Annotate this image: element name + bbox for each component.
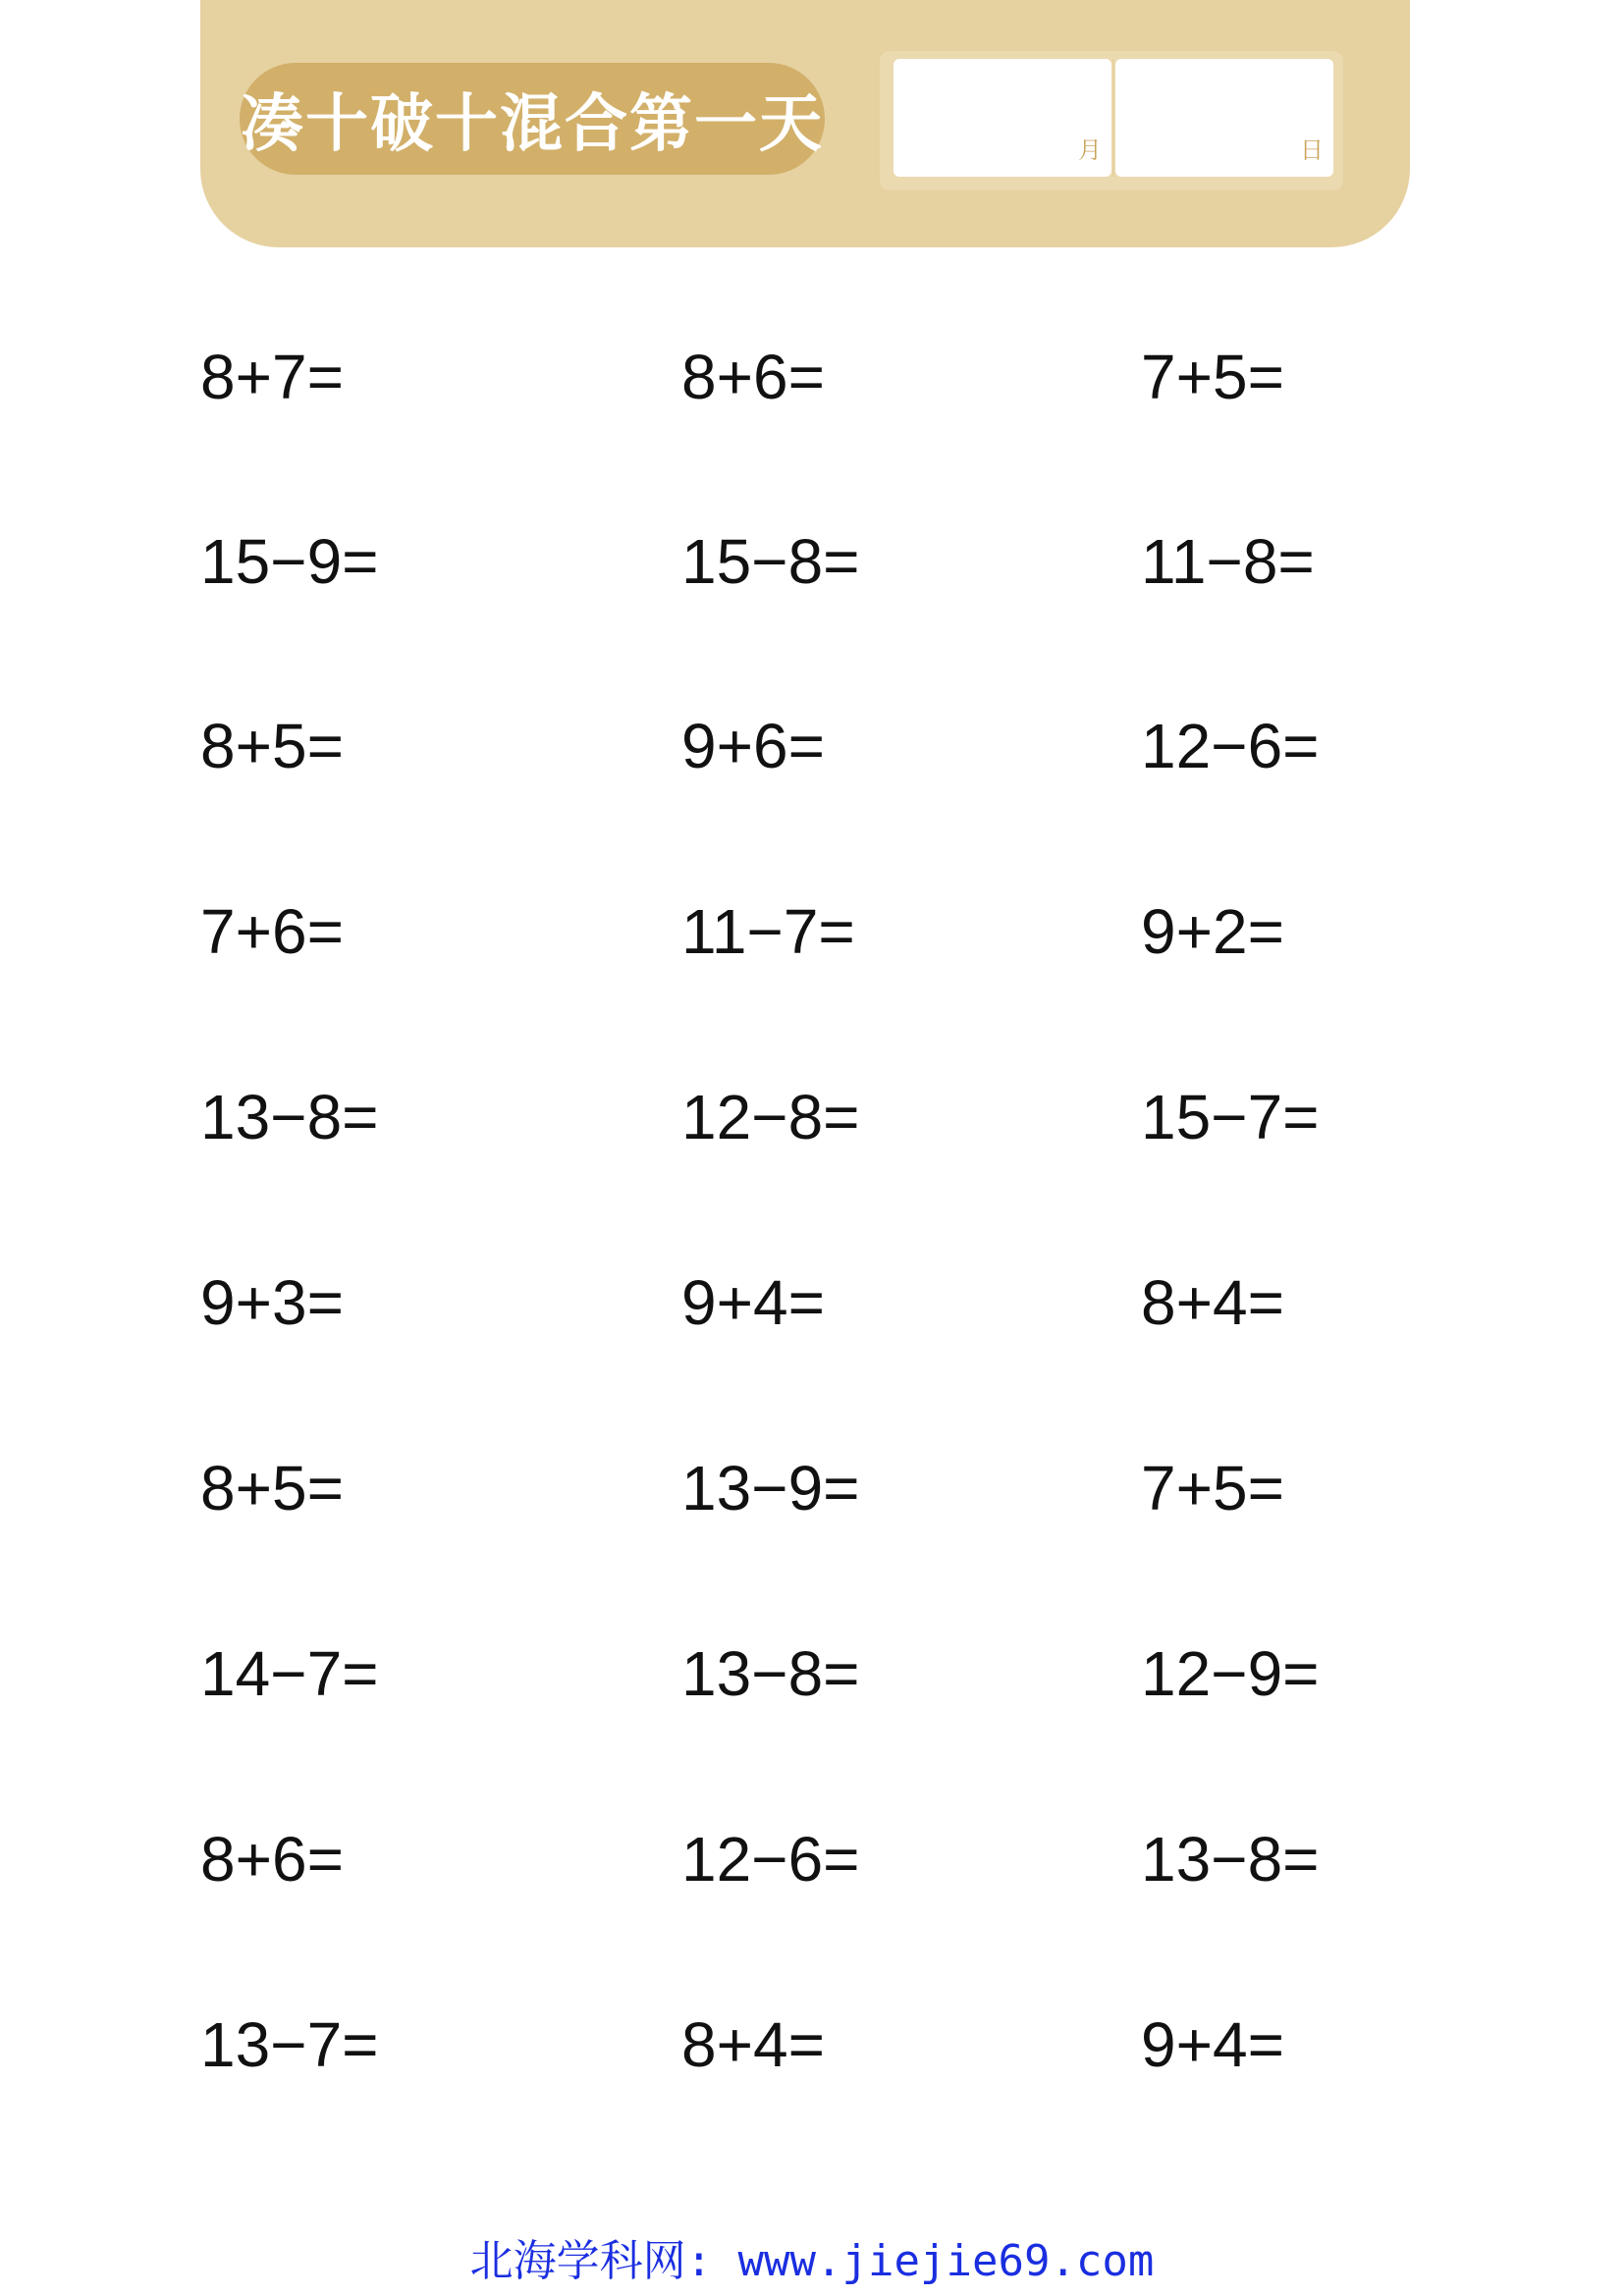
problem: 15−9= [200, 526, 379, 597]
problem: 13−8= [200, 1082, 379, 1152]
problem: 12−6= [681, 1824, 860, 1895]
problem: 12−9= [1141, 1638, 1320, 1709]
problem: 13−9= [681, 1453, 860, 1523]
problem: 8+5= [200, 711, 344, 781]
footer-watermark-text: 北海学科网: www.jiejie69.com [469, 2236, 1155, 2286]
problem: 12−6= [1141, 711, 1320, 781]
day-label: 日 [1300, 136, 1324, 164]
problem: 9+4= [681, 1267, 825, 1338]
problem: 15−8= [681, 526, 860, 597]
problem: 8+4= [681, 2009, 825, 2080]
problem: 8+7= [200, 342, 344, 412]
problem: 15−7= [1141, 1082, 1320, 1152]
problem: 9+2= [1141, 896, 1284, 967]
problem: 8+6= [200, 1824, 344, 1895]
month-label: 月 [1078, 136, 1102, 164]
problem: 11−7= [681, 896, 855, 967]
problem: 13−7= [200, 2009, 379, 2080]
problem: 11−8= [1141, 526, 1315, 597]
problem: 13−8= [1141, 1824, 1320, 1895]
problem: 9+3= [200, 1267, 344, 1338]
problem: 13−8= [681, 1638, 860, 1709]
problem: 8+6= [681, 342, 825, 412]
problem: 7+5= [1141, 1453, 1284, 1523]
problem: 12−8= [681, 1082, 860, 1152]
problem: 9+6= [681, 711, 825, 781]
worksheet-title: 凑十破十混合第一天 [240, 63, 825, 175]
problem: 8+5= [200, 1453, 344, 1523]
problem: 7+6= [200, 896, 344, 967]
problem: 14−7= [200, 1638, 379, 1709]
problem: 9+4= [1141, 2009, 1284, 2080]
problem: 7+5= [1141, 342, 1284, 412]
problem: 8+4= [1141, 1267, 1284, 1338]
